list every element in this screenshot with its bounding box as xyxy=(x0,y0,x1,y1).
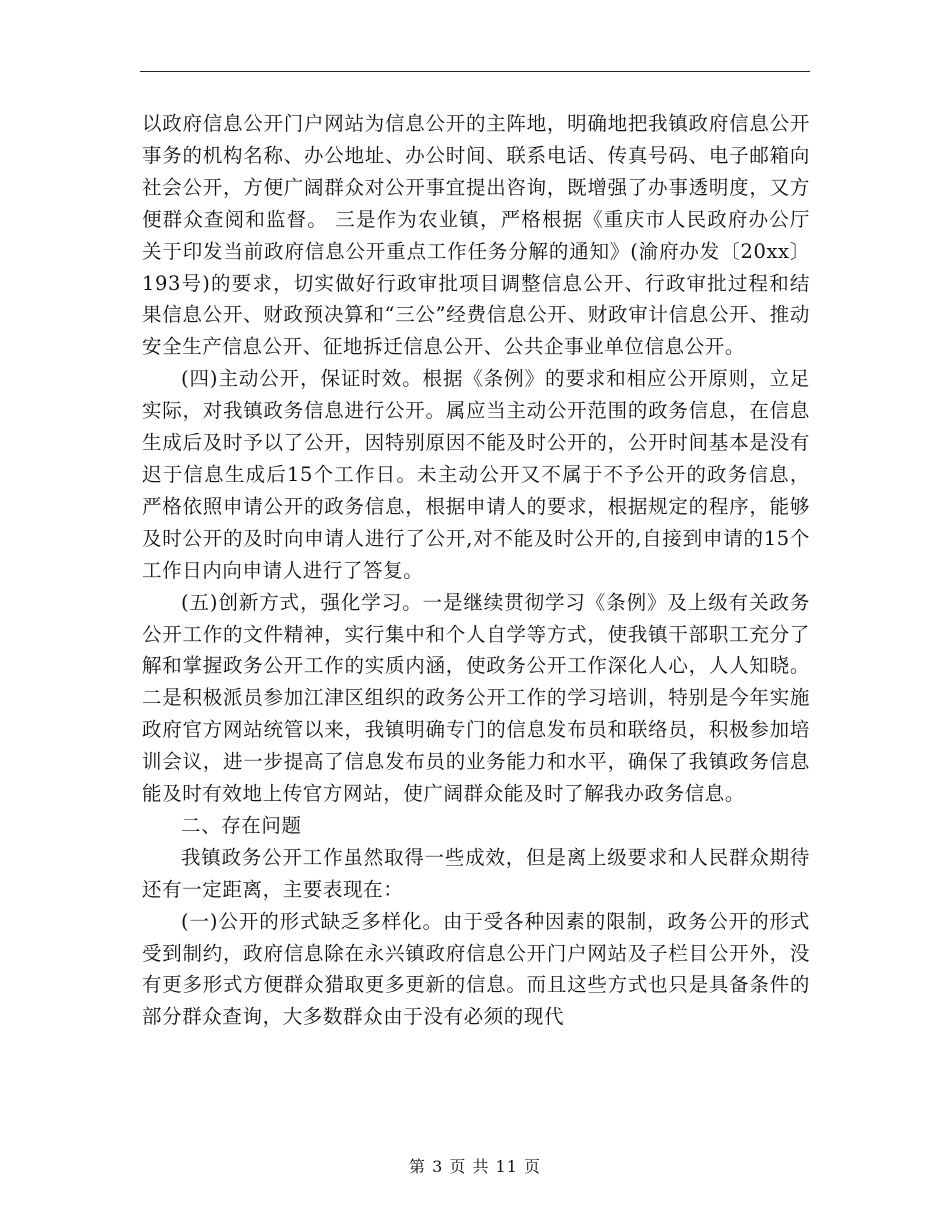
paragraph-section-4: (四)主动公开，保证时效。根据《条例》的要求和相应公开原则，立足实际，对我镇政务信息进行公开。属应当主动公开范围的政务信息，在信息生成后及时予以了公开，因特别原因不能及时公开的，公开时间基本是没有迟于信息生成后15个工作日。未主动公开又不属于不予公开的政务信息，严格依照申请公开的政务信息，根据申请人的要求，根据规定的程序，能够及时公开的及时向申请人进行了公开,对不能及时公开的,自接到申请的15个工作日内向申请人进行了答复。 xyxy=(142,367,810,582)
document-body xyxy=(142,108,810,1033)
paragraph-section-5: (五)创新方式，强化学习。一是继续贯彻学习《条例》及上级有关政务公开工作的文件精神，实行集中和个人自学等方式，使我镇干部职工充分了解和掌握政务公开工作的实质内涵，使政务公开工作深化人心，人人知晓。二是积极派员参加江津区组织的政务公开工作的学习培训，特别是今年实施政府官方网站统管以来，我镇明确专门的信息发布员和联络员，积极参加培训会议，进一步提高了信息发布员的业务能力和水平，确保了我镇政务信息能及时有效地上传官方网站，使广阔群众能及时了解我办政务信息。 xyxy=(142,590,810,806)
page-number: 第 3 页 共 11 页 xyxy=(409,1157,541,1176)
section-heading-problems: 二、存在问题 xyxy=(181,813,302,837)
header-rule xyxy=(140,71,810,72)
paragraph-problem-1: (一)公开的形式缺乏多样化。由于受各种因素的限制，政务公开的形式受到制约，政府信息除在永兴镇政府信息公开门户网站及子栏目公开外，没有更多形式方便群众猎取更多更新的信息。而且这些方式也只是具备条件的部分群众查询，大多数群众由于没有必须的现代 xyxy=(142,909,810,1029)
paragraph-continuation: 以政府信息公开门户网站为信息公开的主阵地，明确地把我镇政府信息公开事务的机构名称、办公地址、办公时间、联系电话、传真号码、电子邮箱向社会公开，方便广阔群众对公开事宜提出咨询，既增强了办事透明度，又方便群众查阅和监督。 三是作为农业镇，严格根据《重庆市人民政府办公厅关于印发当前政府信息公开重点工作任务分解的通知》(渝府办发〔20xx〕193号)的要求，切实做好行政审批项目调整信息公开、行政审批过程和结果信息公开、财政预决算和“三公”经费信息公开、财政审计信息公开、推动安全生产信息公开、征地拆迁信息公开、公共企事业单位信息公开。 xyxy=(142,112,810,359)
paragraph-problems-intro: 我镇政务公开工作虽然取得一些成效，但是离上级要求和人民群众期待还有一定距离，主要表现在： xyxy=(142,845,810,901)
page-footer xyxy=(0,1154,950,1177)
